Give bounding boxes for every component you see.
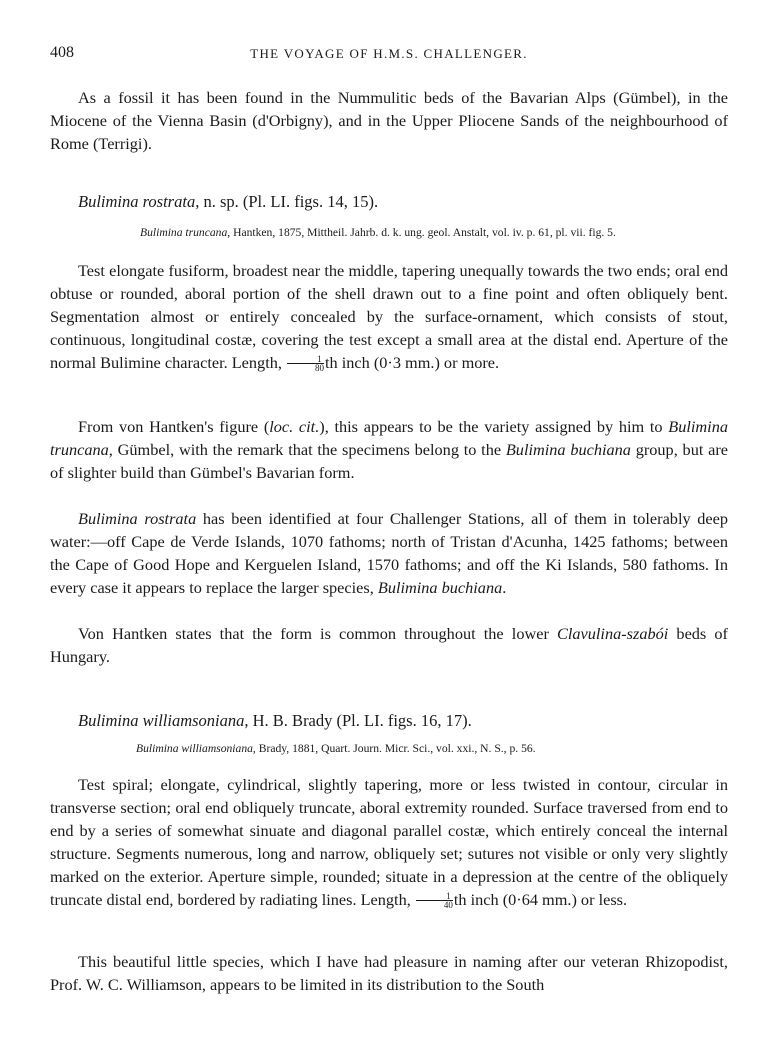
species-name: Bulimina truncana <box>50 417 728 459</box>
loc-cit: loc. cit. <box>269 417 320 436</box>
running-title: THE VOYAGE OF H.M.S. CHALLENGER. <box>250 46 528 61</box>
synonym-reference: , Brady, 1881, Quart. Journ. Micr. Sci., vol. xxi., N. S., p. 56. <box>252 742 536 755</box>
description-end: th inch (0·3 mm.) or more. <box>325 353 500 372</box>
synonym-name: Bulimina truncana <box>140 226 228 239</box>
species-name: Bulimina williamsoniana <box>78 711 245 730</box>
species-name: Bulimina rostrata <box>78 509 197 528</box>
synonymy-williamsoniana <box>136 741 724 757</box>
description-text: Test spiral; elongate, cylindrical, slightly tapering, more or less twisted in contour, circular in transverse section; oral end obliquely truncate, aboral extremity rounded. Surface traversed from end to end by a series of somewhat sinuate and diagonal parallel costæ, which entirely conceal the internal structure. Segments numerous, long and narrow, obliquely set; sutures not visible or only very slightly marked on the exterior. Aperture simple, rounded; situate in a depression at the centre of the obliquely truncate distal end, bordered by radiating lines. Length, <box>50 775 728 909</box>
description-williamsoniana <box>50 773 728 911</box>
length-fraction: $\frac{1}{80}$ <box>287 355 324 372</box>
species-name: Bulimina rostrata <box>78 192 196 211</box>
species-title-rest: , n. sp. (Pl. LI. figs. 14, 15). <box>195 192 379 211</box>
remarks-williamson: This beautiful little species, which I have had pleasure in naming after our veteran Rhizopodist, Prof. W. C. Williamson, appears to be limited in its distribution to the South <box>50 952 728 994</box>
remarks-hungary: Von Hantken states that the form is common throughout the lower Clavulina-szabói beds of Hungary. <box>50 624 728 666</box>
species-title-williamsoniana <box>78 711 472 731</box>
species-name: Bulimina buchiana <box>505 440 631 459</box>
species-name: Bulimina buchiana <box>377 578 503 597</box>
species-title-rostrata <box>78 192 378 212</box>
length-fraction: $\frac{1}{40}$ <box>416 892 453 909</box>
description-text: Test elongate fusiform, broadest near the middle, tapering unequally towards the two ends; oral end obtuse or rounded, aboral portion of the shell drawn out to a fine point and often obliquely bent. Segmentation almost or entirely concealed by the surface-ornament, which consists of stout, continuous, longitudinal costæ, covering the test except a small area at the distal end. Aperture of the normal Bulimine character. Length, <box>50 261 728 372</box>
synonym-reference: , Hantken, 1875, Mittheil. Jahrb. d. k. ung. geol. Anstalt, vol. iv. p. 61, pl. vii. fig. 5. <box>227 226 616 239</box>
species-name: Clavulina-szabói <box>557 624 669 643</box>
remarks-hantken: From von Hantken's figure (loc. cit.), this appears to be the variety assigned by him to Bulimina truncana, Gümbel, with the remark that the specimens belong to the Bulimina buchiana group, but are of slighter build than Gümbel's Bavarian form. <box>50 417 729 482</box>
synonym-name: Bulimina williamsoniana <box>136 742 253 755</box>
remarks-distribution: Bulimina rostrata has been identified at four Challenger Stations, all of them in tolerably deep water:—off Cape de Verde Islands, 1070 fathoms; north of Tristan d'Acunha, 1425 fathoms; between the Cape of Good Hope and Kerguelen Island, 1570 fathoms; and off the Ki Islands, 580 fathoms. In every case it appears to replace the larger species, Bulimina buchiana. <box>50 509 728 597</box>
synonymy-rostrata <box>140 225 728 241</box>
page-header <box>50 44 728 66</box>
description-rostrata <box>50 259 728 374</box>
species-title-rest: , H. B. Brady (Pl. LI. figs. 16, 17). <box>244 711 472 730</box>
intro-paragraph: As a fossil it has been found in the Nummulitic beds of the Bavarian Alps (Gümbel), in the Miocene of the Vienna Basin (d'Orbigny), and in the Upper Pliocene Sands of the neighbourhood of Rome (Terrigi). <box>50 88 728 153</box>
page-number: 408 <box>50 44 74 61</box>
description-end: th inch (0·64 mm.) or less. <box>453 890 628 909</box>
